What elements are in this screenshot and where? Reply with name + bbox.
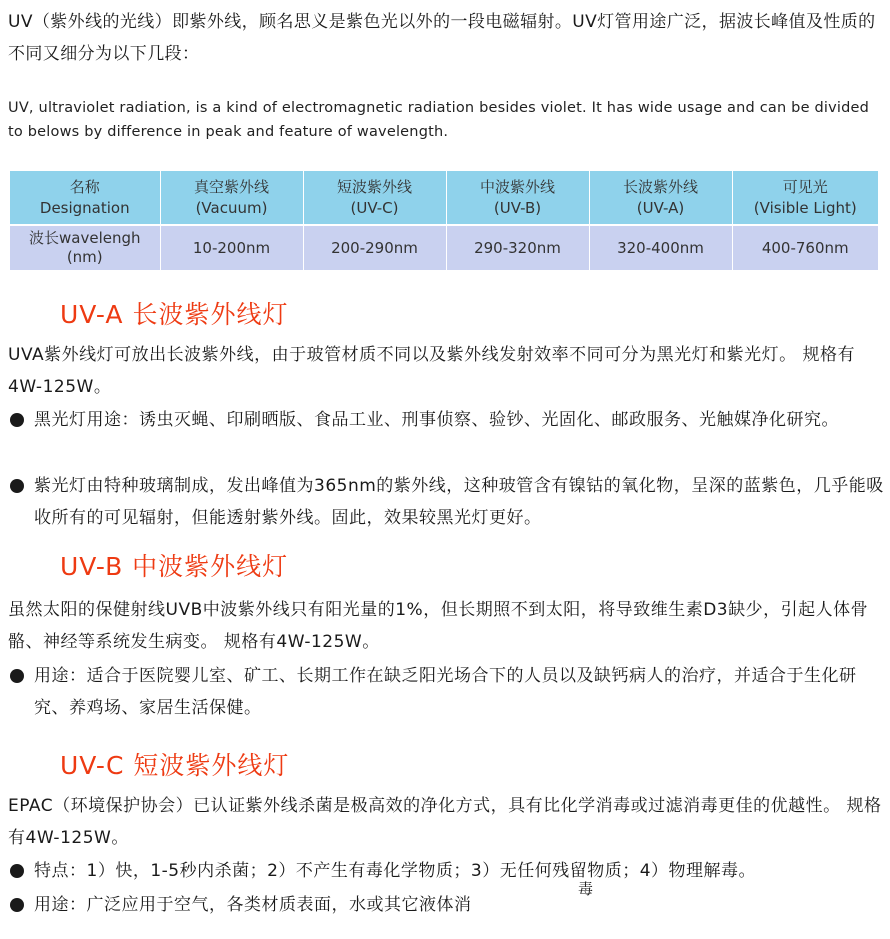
list-item: 黑光灯用途：诱虫灭蝇、印刷晒版、食品工业、刑事侦察、验钞、光固化、邮政服务、光触媒净化研究。 — [8, 404, 884, 436]
section-title-uva: UV-A 长波紫外线灯 — [60, 300, 289, 329]
table-cell: 10-200nm — [160, 225, 303, 270]
bullet-icon — [10, 898, 24, 912]
table-header-cell: 短波紫外线 (UV-C) — [303, 171, 446, 225]
table-header-row — [10, 171, 878, 225]
table-row — [10, 225, 878, 270]
table-cell: 400-760nm — [732, 225, 878, 270]
overflow-character: 毒 — [578, 880, 594, 898]
table-cell: 200-290nm — [303, 225, 446, 270]
bullet-icon — [10, 864, 24, 878]
intro-chinese: UV（紫外线的光线）即紫外线，顾名思义是紫色光以外的一段电磁辐射。UV灯管用途广泛，据波长峰值及性质的不同又细分为以下几段： — [8, 12, 876, 64]
bullet-icon — [10, 413, 24, 427]
list-item: 用途：广泛应用于空气，各类材质表面，水或其它液体消 — [8, 889, 884, 921]
table-header-cell: 真空紫外线 (Vacuum) — [160, 171, 303, 225]
uv-spectrum-table — [10, 171, 878, 270]
table-header-cell: 长波紫外线 (UV-A) — [589, 171, 732, 225]
table-cell: 320-400nm — [589, 225, 732, 270]
table-header-cell: 名称 Designation — [10, 171, 160, 225]
table-header-cell: 可见光 (Visible Light) — [732, 171, 878, 225]
uva-description: UVA紫外线灯可放出长波紫外线，由于玻管材质不同以及紫外线发射效率不同可分为黑光灯和紫光灯。 规格有4W-125W。 — [8, 345, 856, 397]
uvb-description: 虽然太阳的保健射线UVB中波紫外线只有阳光量的1%，但长期照不到太阳，将导致维生素D3缺少，引起人体骨骼、神经等系统发生病变。 规格有4W-125W。 — [8, 600, 869, 652]
intro-english: UV, ultraviolet radiation, is a kind of electromagnetic radiation besides violet. It has wide usage and can be divided to belows by difference in peak and feature of wavelength. — [8, 100, 870, 140]
table-header-cell: 中波紫外线 (UV-B) — [446, 171, 589, 225]
section-title-uvb: UV-B 中波紫外线灯 — [60, 552, 289, 581]
list-item: 用途：适合于医院婴儿室、矿工、长期工作在缺乏阳光场合下的人员以及缺钙病人的治疗，并适合于生化研究、养鸡场、家居生活保健。 — [8, 660, 884, 724]
bullet-icon — [10, 669, 24, 683]
bullet-icon — [10, 479, 24, 493]
table-cell: 290-320nm — [446, 225, 589, 270]
list-item: 紫光灯由特种玻璃制成，发出峰值为365nm的紫外线，这种玻管含有镍钴的氧化物，呈深的蓝紫色，几乎能吸收所有的可见辐射，但能透射紫外线。固此，效果较黑光灯更好。 — [8, 470, 884, 534]
section-title-uvc: UV-C 短波紫外线灯 — [60, 751, 290, 780]
list-item: 特点：1）快，1-5秒内杀菌；2）不产生有毒化学物质；3）无任何残留物质；4）物理解毒。 — [8, 855, 884, 887]
uvc-description: EPAC（环境保护协会）已认证紫外线杀菌是极高效的净化方式，具有比化学消毒或过滤消毒更佳的优越性。 规格有4W-125W。 — [8, 796, 882, 848]
table-row-label: 波长wavelengh (nm) — [10, 225, 160, 270]
